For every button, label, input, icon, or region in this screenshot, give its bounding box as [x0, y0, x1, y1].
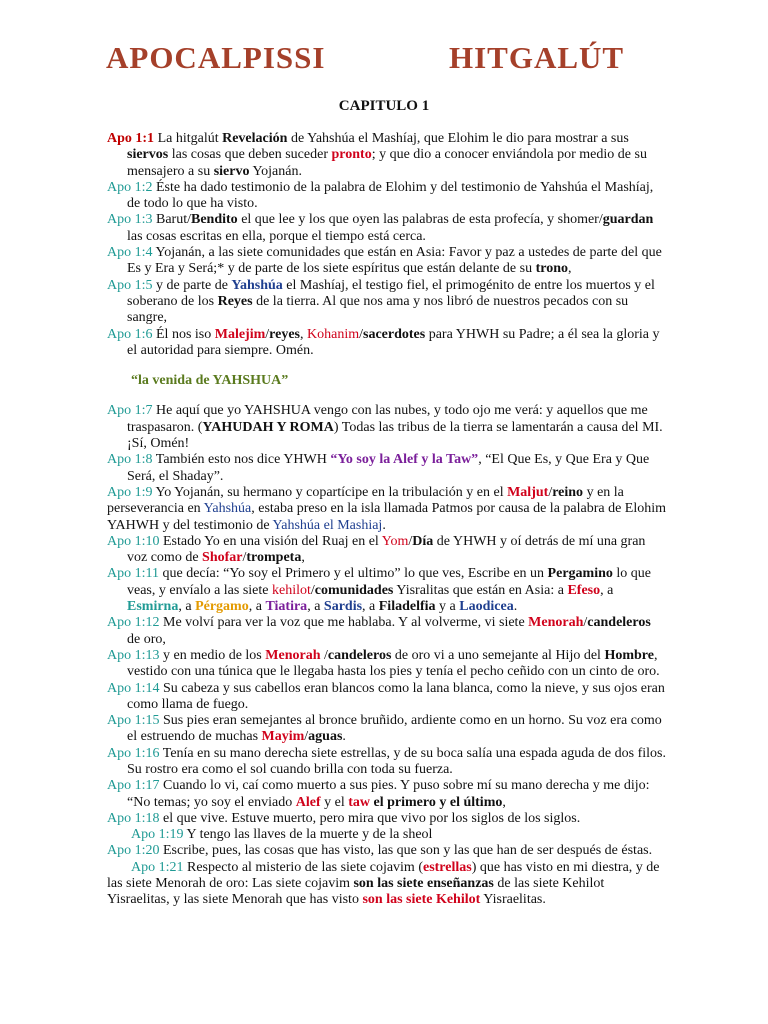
verse-text: También esto nos dice YHWH: [152, 452, 331, 468]
verse-text: ; y que dio a conocer enviándola por medio de su mensajero a su: [127, 147, 647, 179]
verse-reference: Apo 1:12: [107, 615, 160, 631]
verse-text: Pérgamo: [195, 599, 249, 615]
verse-reference: Apo 1:8: [107, 452, 153, 468]
verse-text: reyes: [269, 326, 300, 342]
verse-text: y el: [320, 794, 349, 810]
verse-text: Yom: [381, 533, 409, 549]
verse-list: [107, 131, 667, 909]
verse-text: taw: [348, 794, 371, 810]
verse: [107, 327, 667, 360]
verse-text: de Yahshúa el Mashíaj, que Elohim le dio para mostrar a sus: [287, 131, 629, 146]
verse: [107, 403, 667, 452]
verse-text: ,: [300, 326, 307, 342]
verse-text: /: [310, 582, 315, 598]
verse-text: Filadelfia: [378, 599, 436, 615]
verse-text: las cosas que deben suceder: [168, 147, 332, 163]
verse-text: Día: [412, 533, 434, 549]
verse-text: ) Todas las tribus de la tierra se lamentarán a causa del MI. ¡Sí, Omén!: [127, 419, 663, 452]
verse: [107, 452, 667, 485]
verse: [107, 566, 667, 615]
verse-text: Tenía en su mano derecha siete estrellas, y de su boca salía una espada aguda de dos filos. Su rostro era como el sol cuando brilla con toda su fuerza.: [127, 745, 666, 777]
verse-text: y de parte de: [152, 277, 232, 293]
verse-text: ,: [502, 794, 506, 810]
verse: [107, 746, 667, 779]
verse-text: ,: [568, 261, 572, 277]
verse-text: Estado Yo en una visión del Ruaj en el: [159, 533, 382, 549]
verse-text: Malejim: [214, 326, 266, 342]
verse-text: de oro,: [127, 631, 166, 647]
verse-text: siervos: [127, 147, 169, 163]
verse-text: .: [513, 599, 518, 615]
verse-text: , a: [248, 599, 266, 615]
verse-reference: Apo 1:21: [131, 859, 184, 875]
verse-text: Maljut: [507, 484, 549, 500]
verse-reference: Apo 1:11: [107, 566, 159, 582]
verse-text: Bendito: [191, 212, 238, 228]
verse: [107, 713, 667, 746]
verse: [107, 131, 667, 180]
verse-reference: Apo 1:4: [107, 245, 153, 261]
verse-text: siervo: [213, 163, 250, 179]
verse-reference: Apo 1:18: [107, 810, 160, 826]
verse-text: /: [583, 615, 588, 631]
verse-text: comunidades: [314, 582, 394, 598]
verse-text: sacerdotes: [363, 326, 426, 342]
verse-text: Shofar: [202, 550, 243, 566]
verse-text: Éste ha dado testimonio de la palabra de Elohim y del testimonio de Yahshúa el Mashíaj, de todo lo que ha visto.: [127, 179, 654, 212]
verse-text: el Mashíaj, el testigo fiel, el primogénito de entre los muertos y el soberano de los: [127, 277, 655, 309]
verse-reference: Apo 1:1: [107, 131, 155, 146]
verse-reference: Apo 1:2: [107, 179, 153, 195]
verse: [107, 615, 667, 648]
verse-text: Sardis: [323, 599, 363, 615]
verse-text: ,: [301, 550, 305, 566]
verse-text: , a: [600, 582, 614, 598]
verse-text: las cosas escritas en ella, porque el tiempo está cerca.: [127, 228, 426, 244]
verse-text: de oro vi a uno semejante al Hijo del: [391, 647, 605, 663]
verse-text: kehilot: [272, 582, 311, 598]
verse-text: Respecto al misterio de las siete cojavim (: [183, 859, 423, 875]
verse-text: Laodicea: [459, 599, 514, 615]
verse-text: La hitgalút: [154, 131, 223, 146]
verse-text: que decía: “Yo soy el Primero y el ultimo” lo que ves, Escribe en un: [158, 566, 548, 582]
verse-text: el que lee y los que oyen las palabras de esta profecía, y shomer/: [237, 212, 603, 228]
verse-text: Su cabeza y sus cabellos eran blancos como la lana blanca, como la nieve, y sus ojos eran como llama de fuego.: [127, 680, 665, 712]
verse-text: de la tierra. Al que nos ama y nos libró de nuestros pecados con su sangre,: [127, 293, 629, 326]
verse-text: para YHWH su Padre; a él sea la gloria y el autoridad para siempre. Omén.: [127, 326, 660, 358]
verse-text: , a: [178, 599, 196, 615]
verse-text: Menorah: [265, 647, 321, 663]
verse-text: Yahshúa: [231, 277, 283, 293]
verse-reference: Apo 1:16: [107, 745, 160, 761]
verse-text: candeleros: [327, 647, 392, 663]
verse-text: Yojanán.: [249, 163, 302, 179]
verse-reference: Apo 1:9: [107, 484, 153, 500]
verse-text: Hombre: [604, 647, 654, 663]
verse-text: de YHWH y oí detrás de mí una gran voz como de: [127, 533, 646, 566]
verse-text: /: [359, 326, 363, 342]
verse: [107, 180, 667, 213]
verse-text: Escribe, pues, las cosas que has visto, las que son y las que han de ser después de éstas.: [159, 843, 653, 859]
verse-text: Yisralitas que están en Asia: a: [393, 582, 568, 598]
verse-reference: Apo 1:3: [107, 212, 153, 228]
verse: [107, 843, 667, 859]
verse-text: Yisraelitas.: [480, 892, 546, 908]
title-right: HITGALÚT: [449, 40, 625, 75]
verse-text: Kohanim: [307, 326, 360, 342]
section-heading: [107, 373, 667, 389]
verse-text: lo que veas, y envíalo a las siete: [127, 566, 651, 598]
verse-text: /: [408, 533, 413, 549]
verse-text: Yahshúa: [203, 501, 252, 517]
verse-text: /: [304, 729, 309, 745]
verse-reference: Apo 1:19: [131, 827, 184, 843]
verse-text: /: [548, 484, 553, 500]
verse-reference: Apo 1:6: [107, 326, 153, 342]
verse: [107, 778, 667, 811]
verse-text: de las siete Kehilot Yisraelitas, y las siete Menorah que has visto: [107, 876, 605, 908]
verse-text: y en la perseverancia en: [107, 484, 624, 517]
verse-text: trono: [535, 261, 569, 277]
verse-text: , a: [307, 599, 324, 615]
verse: [107, 534, 667, 567]
verse-text: son las siete enseñanzas: [353, 876, 494, 892]
verse-text: Yahshúa el Mashiaj: [272, 517, 383, 533]
verse: [107, 827, 667, 843]
verse-text: Reyes: [217, 293, 253, 309]
verse-text: “Yo soy la Alef y la Taw”: [330, 452, 479, 468]
verse-text: Yojanán, a las siete comunidades que están en Asia: Favor y paz a ustedes de parte del que Es y Era y Será;* y de parte de los siete espíritus que están delante de su: [127, 245, 662, 277]
verse-text: YAHUDAH Y ROMA: [202, 419, 334, 435]
verse-text: Menorah: [528, 615, 584, 631]
verse-text: “la venida de YAHSHUA”: [131, 373, 289, 389]
verse-text: pronto: [331, 147, 372, 163]
verse-text: el primero y el último: [373, 794, 503, 810]
verse-text: Alef: [295, 794, 321, 810]
verse-text: y a: [435, 599, 460, 615]
verse-text: Mayim: [261, 729, 305, 745]
verse: [107, 212, 667, 245]
verse-text: Él nos iso: [152, 326, 215, 342]
verse-text: .: [342, 729, 346, 745]
verse-text: Revelación: [222, 131, 288, 146]
verse-text: Yo Yojanán, su hermano y copartícipe en la tribulación y en el: [152, 484, 508, 500]
verse-reference: Apo 1:17: [107, 778, 160, 794]
verse-text: , estaba preso en la isla llamada Patmos por causa de la palabra de Elohim YAHWH y del testimonio de: [107, 501, 667, 533]
verse-text: Cuando lo vi, caí como muerto a sus pies. Y puso sobre mí su mano derecha y me dijo: “No temas; yo soy el enviado: [127, 778, 650, 810]
verse-text: Y tengo las llaves de la muerte y de la sheol: [183, 827, 433, 843]
verse-text: Tiatira: [265, 599, 308, 615]
verse-text: trompeta: [246, 550, 302, 566]
verse-text: ) que has visto en mi diestra, y de las siete Menorah de oro: Las siete cojavim: [107, 859, 660, 892]
verse-text: Me volví para ver la voz que me hablaba. Y al volverme, vi siete: [159, 615, 529, 631]
verse-text: , “El Que Es, y Que Era y Que Será, el Shaday”.: [127, 452, 650, 484]
verse-text: aguas: [308, 729, 343, 745]
verse-text: el que vive. Estuve muerto, pero mira que vivo por los siglos de los siglos.: [159, 810, 581, 826]
verse-text: He aquí que yo YAHSHUA vengo con las nubes, y todo ojo me verá: y aquellos que me traspasaron. (: [127, 403, 648, 435]
verse-text: son las siete Kehilot: [362, 892, 481, 908]
verse-text: /: [265, 326, 270, 342]
verse: [107, 681, 667, 714]
verse-reference: Apo 1:14: [107, 680, 160, 696]
verse-text: candeleros: [587, 615, 651, 631]
verse: [107, 648, 667, 681]
verse: [107, 245, 667, 278]
document-title: [0, 40, 768, 90]
verse-text: Sus pies eran semejantes al bronce bruñido, ardiente como en un horno. Su voz era como el estruendo de muchas: [127, 713, 662, 745]
verse: [107, 485, 667, 534]
title-left: APOCALPISSI: [106, 40, 326, 75]
verse-text: , a: [362, 599, 379, 615]
verse-text: Barut/: [152, 212, 191, 228]
verse-text: /: [242, 550, 247, 566]
verse-text: Pergamino: [547, 566, 613, 582]
verse-reference: Apo 1:5: [107, 277, 153, 293]
verse-text: /: [320, 647, 328, 663]
verse-text: y en medio de los: [159, 647, 266, 663]
verse-text: estrellas: [422, 859, 472, 875]
verse-reference: Apo 1:15: [107, 713, 160, 729]
verse-text: Efeso: [567, 582, 601, 598]
verse-text: reino: [552, 484, 584, 500]
verse-reference: Apo 1:20: [107, 843, 160, 859]
verse-text: Esmirna: [127, 599, 179, 615]
verse-text: guardan: [602, 212, 654, 228]
verse-reference: Apo 1:7: [107, 403, 153, 419]
verse-reference: Apo 1:10: [107, 533, 160, 549]
verse: [107, 811, 667, 827]
verse-text: , vestido con una túnica que le llegaba hasta los pies y tenía el pecho ceñido con un cinto de oro.: [127, 647, 660, 680]
verse-text: .: [382, 517, 386, 533]
verse: [107, 860, 667, 909]
chapter-heading: CAPITULO 1: [338, 98, 430, 114]
verse: [107, 278, 667, 327]
verse-reference: Apo 1:13: [107, 647, 160, 663]
